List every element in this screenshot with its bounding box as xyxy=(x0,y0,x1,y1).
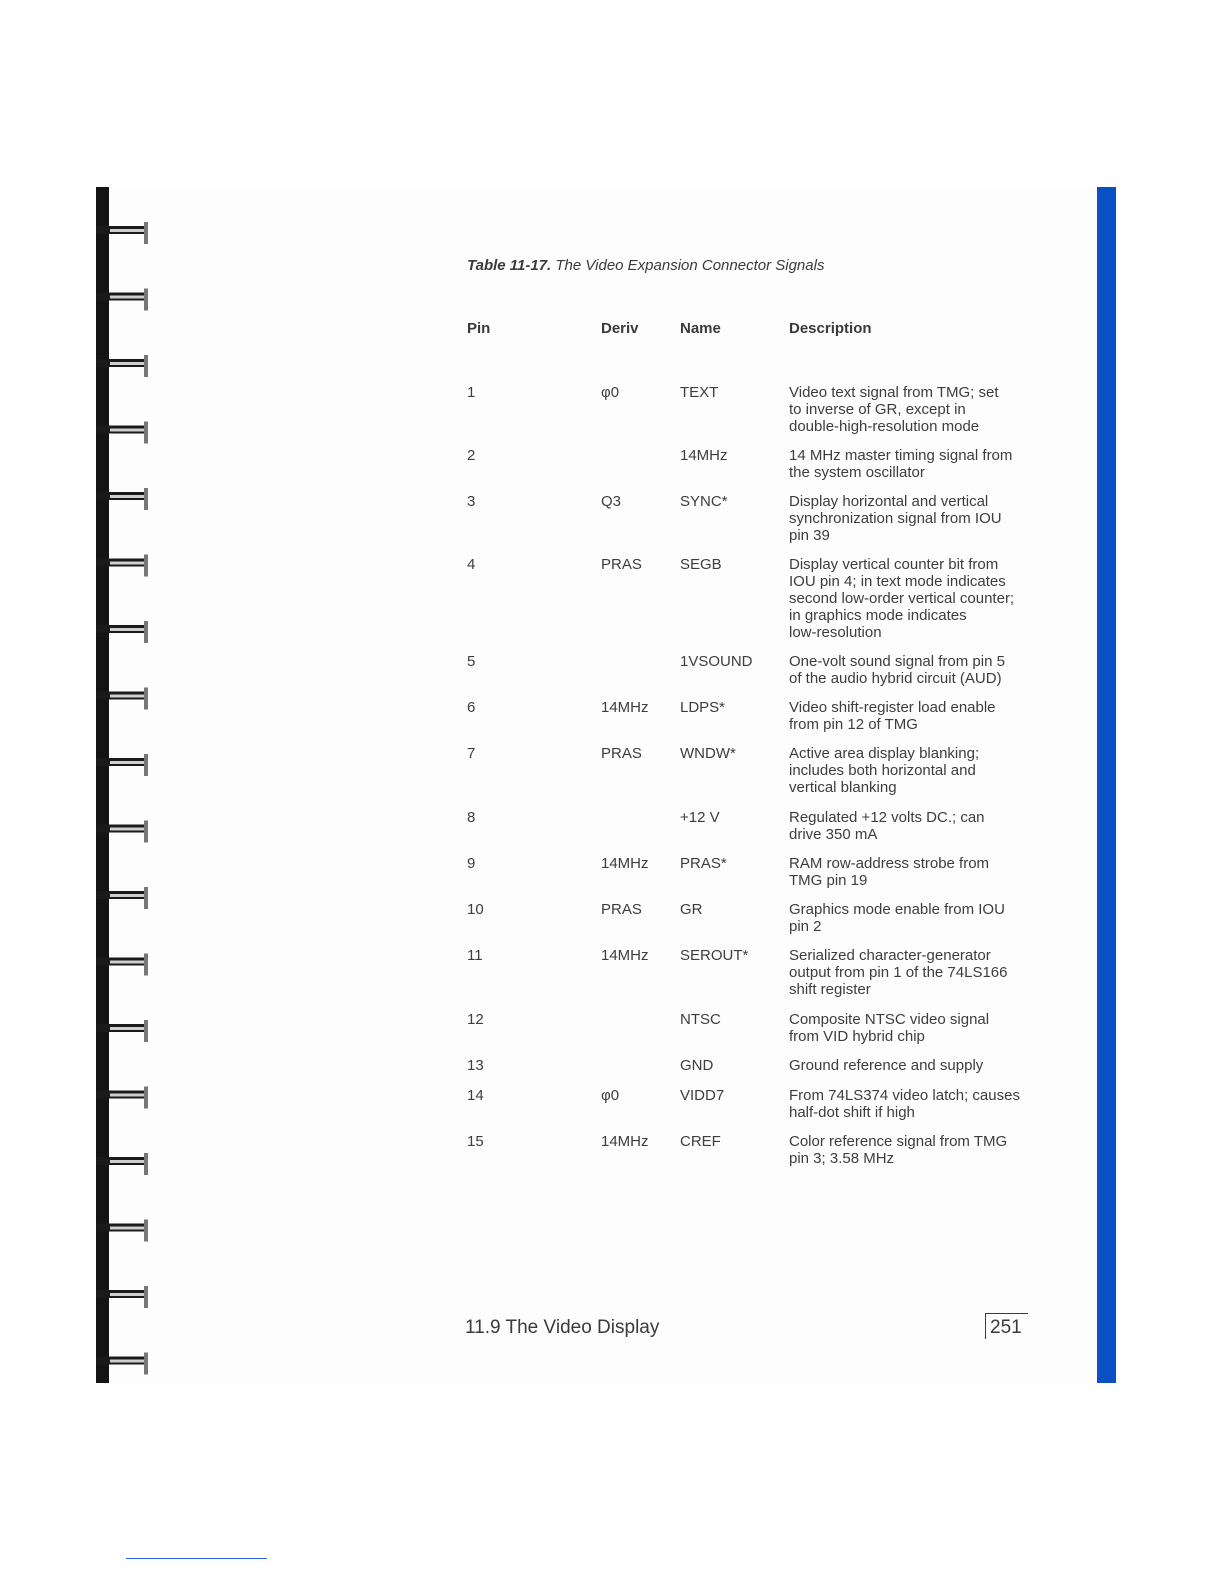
cell-description: Composite NTSC video signal from VID hybrid chip xyxy=(789,1011,990,1045)
cell-deriv: φ0 xyxy=(601,1087,620,1104)
cell-name: LDPS* xyxy=(680,699,726,716)
cell-description: Serialized character-generator output from pin 1 of the 74LS166 shift register xyxy=(789,947,1008,998)
spiral-binding xyxy=(96,187,152,1383)
cell-deriv: 14MHz xyxy=(601,947,649,964)
cell-description: Regulated +12 volts DC.; can drive 350 mA xyxy=(789,809,985,843)
cell-deriv: PRAS xyxy=(601,556,642,573)
cell-pin: 15 xyxy=(467,1133,484,1150)
col-header-description: Description xyxy=(789,320,872,337)
cell-pin: 8 xyxy=(467,809,476,826)
table-title: The Video Expansion Connector Signals xyxy=(555,257,825,274)
cell-pin: 9 xyxy=(467,855,476,872)
cell-name: GR xyxy=(680,901,703,918)
cell-deriv: φ0 xyxy=(601,384,620,401)
cell-description: From 74LS374 video latch; causes half-dot shift if high xyxy=(789,1087,1020,1121)
cell-name: PRAS* xyxy=(680,855,727,872)
cell-name: 14MHz xyxy=(680,447,728,464)
cell-pin: 7 xyxy=(467,745,476,762)
cell-pin: 1 xyxy=(467,384,476,401)
cell-name: NTSC xyxy=(680,1011,721,1028)
cell-name: SEGB xyxy=(680,556,722,573)
table-caption xyxy=(467,257,824,274)
cell-description: Video text signal from TMG; set to inverse of GR, except in double-high-resolution mode xyxy=(789,384,999,435)
cell-deriv: PRAS xyxy=(601,745,642,762)
cell-description: Video shift-register load enable from pin 12 of TMG xyxy=(789,699,996,733)
cell-deriv: 14MHz xyxy=(601,1133,649,1150)
cell-description: Display horizontal and vertical synchronization signal from IOU pin 39 xyxy=(789,493,1002,544)
cell-description: RAM row-address strobe from TMG pin 19 xyxy=(789,855,990,889)
col-header-name: Name xyxy=(680,320,721,337)
page-number: 251 xyxy=(985,1313,1028,1339)
bottom-rule xyxy=(126,1558,267,1559)
col-header-deriv: Deriv xyxy=(601,320,639,337)
cell-name: GND xyxy=(680,1057,714,1074)
cell-pin: 11 xyxy=(467,947,483,964)
cell-deriv: Q3 xyxy=(601,493,622,510)
cell-pin: 12 xyxy=(467,1011,484,1028)
cell-name: CREF xyxy=(680,1133,721,1150)
cell-pin: 5 xyxy=(467,653,476,670)
cell-description: Display vertical counter bit from IOU pin 4; in text mode indicates second low-order vertical counter; in graphics mode indicates low-resolution xyxy=(789,556,1015,641)
blue-page-edge xyxy=(1097,187,1116,1383)
cell-description: Ground reference and supply xyxy=(789,1057,984,1074)
cell-description: Active area display blanking; includes both horizontal and vertical blanking xyxy=(789,745,980,796)
cell-name: SEROUT* xyxy=(680,947,749,964)
cell-pin: 4 xyxy=(467,556,476,573)
cell-description: One-volt sound signal from pin 5 of the audio hybrid circuit (AUD) xyxy=(789,653,1005,687)
cell-pin: 2 xyxy=(467,447,476,464)
cell-name: TEXT xyxy=(680,384,719,401)
cell-deriv: 14MHz xyxy=(601,699,649,716)
cell-description: Graphics mode enable from IOU pin 2 xyxy=(789,901,1005,935)
cell-description: 14 MHz master timing signal from the system oscillator xyxy=(789,447,1013,481)
section-footer: 11.9 The Video Display xyxy=(465,1317,660,1338)
scanned-page xyxy=(96,187,1116,1383)
cell-name: WNDW* xyxy=(680,745,736,762)
cell-description: Color reference signal from TMG pin 3; 3.58 MHz xyxy=(789,1133,1008,1167)
cell-name: 1VSOUND xyxy=(680,653,753,670)
cell-pin: 13 xyxy=(467,1057,484,1074)
cell-deriv: 14MHz xyxy=(601,855,649,872)
col-header-pin: Pin xyxy=(467,320,491,337)
cell-deriv: PRAS xyxy=(601,901,642,918)
cell-name: SYNC* xyxy=(680,493,728,510)
cell-pin: 10 xyxy=(467,901,484,918)
cell-pin: 3 xyxy=(467,493,476,510)
cell-pin: 14 xyxy=(467,1087,484,1104)
table-number: Table 11-17. xyxy=(467,257,552,274)
cell-pin: 6 xyxy=(467,699,476,716)
cell-name: +12 V xyxy=(680,809,720,826)
cell-name: VIDD7 xyxy=(680,1087,725,1104)
